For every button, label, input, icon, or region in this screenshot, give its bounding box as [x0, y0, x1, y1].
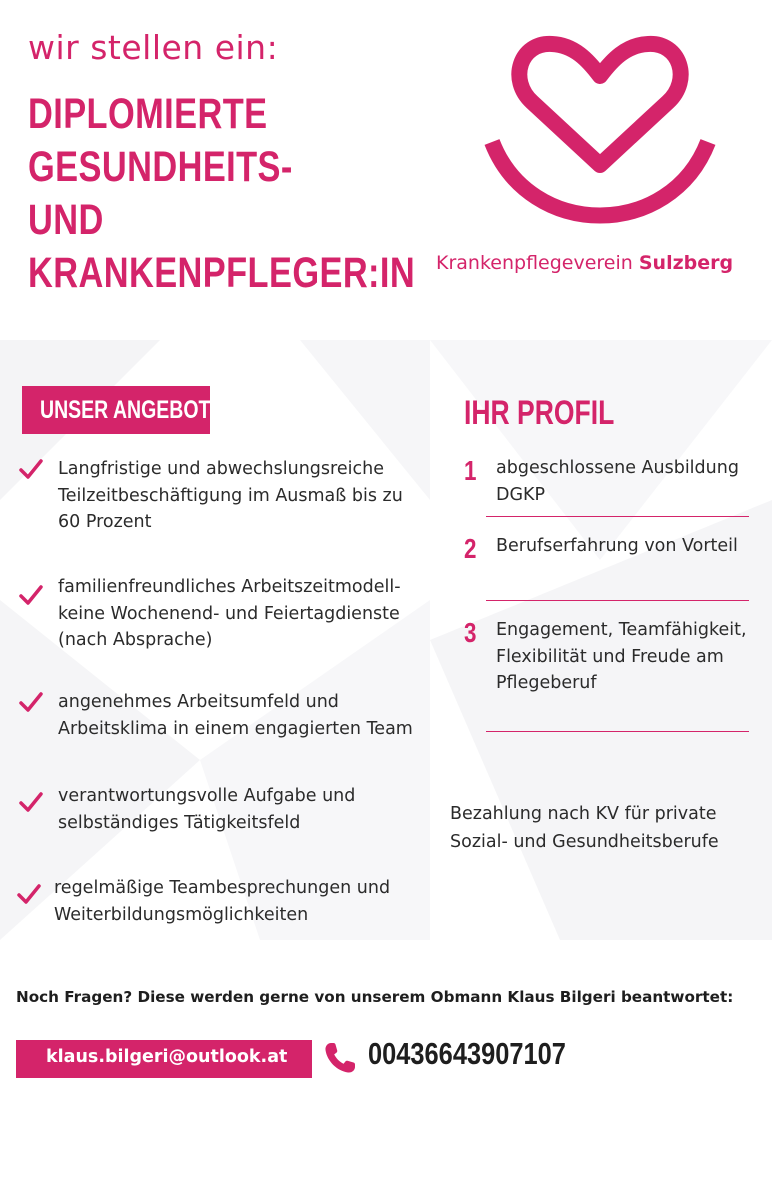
profile-item-number: 3 [464, 617, 477, 648]
heart-smile-icon [480, 30, 720, 230]
job-title [28, 88, 416, 300]
checkmark-icon [18, 791, 44, 813]
intro-text: wir stellen ein: [28, 28, 279, 67]
offer-heading-box [22, 386, 210, 434]
offer-item-text: Langfristige und abwechslungsreiche Teilzeitbeschäftigung im Ausmaß bis zu 60 Prozent [58, 459, 403, 532]
profile-item-number: 2 [464, 533, 477, 564]
organization-name-bold: Sulzberg [638, 252, 734, 274]
offer-item-text: verantwortungsvolle Aufgabe und selbständiges Tätigkeitsfeld [58, 786, 356, 833]
offer-item-text: angenehmes Arbeitsumfeld und Arbeitsklima in einem engagierten Team [58, 692, 413, 739]
job-title-line-1: DIPLOMIERTE [28, 90, 268, 138]
checkmark-icon [16, 883, 42, 905]
job-title-line-2: GESUNDHEITS- UND [28, 143, 293, 244]
divider [486, 731, 749, 732]
email-link[interactable] [16, 1040, 312, 1078]
organization-name-regular: Krankenpflegeverein [436, 252, 633, 274]
offer-item-text: regelmäßige Teambesprechungen und Weiterbildungsmöglichkeiten [54, 878, 391, 925]
phone-icon[interactable] [322, 1040, 358, 1076]
checkmark-icon [18, 691, 44, 713]
profile-heading: IHR PROFIL [464, 394, 615, 432]
divider [486, 600, 749, 601]
payment-note: Bezahlung nach KV für private Sozial- und Gesundheitsberufe [450, 804, 719, 852]
profile-item-text: Engagement, Teamfähigkeit, Flexibilität und Freude am Pflegeberuf [496, 620, 747, 693]
checkmark-icon [18, 458, 44, 480]
phone-number[interactable]: 00436643907107 [368, 1036, 566, 1071]
organization-name [436, 252, 733, 274]
contact-question: Noch Fragen? Diese werden gerne von unserem Obmann Klaus Bilgeri beantwortet: [16, 988, 734, 1006]
email-text: klaus.bilgeri@outlook.at [46, 1047, 288, 1067]
profile-item-number: 1 [464, 455, 477, 486]
job-title-line-3: KRANKENPFLEGER:IN [28, 249, 416, 297]
checkmark-icon [18, 584, 44, 606]
offer-heading: UNSER ANGEBOT [40, 396, 211, 424]
divider [486, 516, 749, 517]
offer-item-text: familienfreundliches Arbeitszeitmodell- keine Wochenend- und Feiertagdienste (nach Absprache) [58, 577, 401, 650]
profile-item-text: Berufserfahrung von Vorteil [496, 536, 738, 556]
profile-item-text: abgeschlossene Ausbildung DGKP [496, 458, 739, 505]
